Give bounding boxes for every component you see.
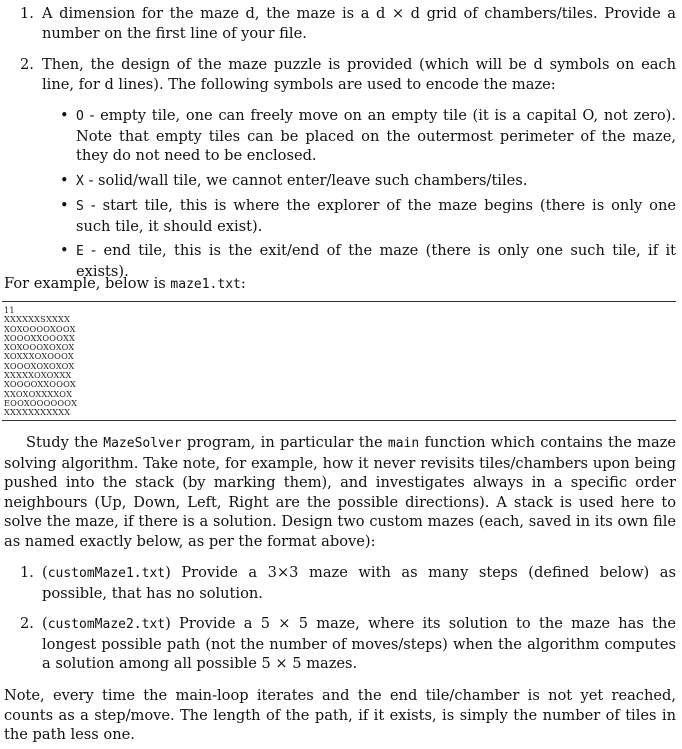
symbol-item-wall bbox=[76, 171, 676, 192]
symbol-code: E bbox=[76, 244, 84, 259]
maze-line: XOOOXXOOOXX bbox=[4, 332, 76, 343]
bullet-icon: • bbox=[60, 197, 69, 214]
symbol-item-start bbox=[76, 196, 676, 236]
maze-line: XXXXXXSXXXX bbox=[4, 314, 71, 325]
example-filename: maze1.txt bbox=[170, 277, 241, 292]
list-item-design: Then, the design of the maze puzzle is provided (which will be d symbols on each line, for d lines). The following symbols are used to encode the maze: bbox=[42, 56, 676, 93]
symbol-code: X bbox=[76, 174, 84, 189]
maze-line: 11 bbox=[4, 305, 15, 315]
example-intro: For example, below is maze1.txt: bbox=[4, 275, 246, 292]
maze-line: XOXOOOXOXOX bbox=[4, 342, 75, 353]
task-filename: customMaze2.txt bbox=[47, 617, 166, 632]
symbol-code: O bbox=[76, 109, 84, 124]
maze-line: XXXXXXXXXXX bbox=[4, 407, 71, 418]
symbol-description: - empty tile, one can freely move on an empty tile (it is a capital O, not zero). Note that empty tiles can be placed on the outermost perimeter of the maze, they do not need to be enclosed. bbox=[76, 107, 676, 164]
listing-bottom-rule bbox=[2, 420, 676, 421]
bullet-icon: • bbox=[60, 242, 69, 259]
maze-line: XOXOOOOXOOX bbox=[4, 323, 76, 334]
maze-line: EOOXOOOOOOX bbox=[4, 397, 78, 408]
maze-line: XOXXXOXOOOX bbox=[4, 351, 74, 362]
bullet-icon: • bbox=[60, 107, 69, 124]
code-mazesolver: MazeSolver bbox=[103, 436, 182, 451]
list-number: 2. bbox=[20, 56, 34, 73]
symbol-description: - solid/wall tile, we cannot enter/leave such chambers/tiles. bbox=[83, 172, 528, 189]
maze-line: XXXXXOXOXXX bbox=[4, 370, 72, 381]
list-number: 1. bbox=[20, 564, 34, 581]
bullet-icon: • bbox=[60, 172, 69, 189]
list-number: 2. bbox=[20, 615, 34, 632]
study-paragraph: Study the MazeSolver program, in particular the main function which contains the maze solving algorithm. Take note, for example, how it never revisits tiles/chambers upon being pushed into the stack (by marking them), and investigates always in a specific order neighbours (Up, Down, Left, Right are the possible directions). A stack is used here to solve the maze, if there is a solution. Design two custom mazes (each, saved in its own file as named exactly below, as per the format above): bbox=[4, 434, 676, 550]
code-main: main bbox=[387, 436, 420, 451]
list-number: 1. bbox=[20, 5, 34, 22]
symbol-description: - start tile, this is where the explorer of the maze begins (there is only one such tile, it should exist). bbox=[76, 197, 676, 235]
maze-listing bbox=[4, 306, 77, 418]
symbol-item-empty bbox=[76, 106, 676, 166]
task-filename: customMaze1.txt bbox=[47, 566, 166, 581]
maze-line: XOOOXOXOXOX bbox=[4, 360, 75, 371]
symbol-description: - end tile, this is the exit/end of the maze (there is only one such tile, if it exists). bbox=[76, 242, 676, 280]
note-paragraph: Note, every time the main-loop iterates and the end tile/chamber is not yet reached, counts as a step/move. The length of the path, if it exists, is simply the number of tiles in the path less one. bbox=[4, 687, 676, 743]
symbol-code: S bbox=[76, 199, 84, 214]
maze-line: XOOOOXXOOOX bbox=[4, 379, 76, 390]
listing-top-rule bbox=[2, 301, 676, 302]
task-custom-maze-2: (customMaze2.txt) Provide a 5 × 5 maze, where its solution to the maze has the longest possible path (not the number of moves/steps) when the algorithm computes a solution among all possible 5 × 5 mazes. bbox=[42, 615, 676, 672]
maze-line: XXOXOXXXXOX bbox=[4, 388, 73, 399]
task-custom-maze-1: (customMaze1.txt) Provide a 3×3 maze with as many steps (defined below) as possible, that has no solution. bbox=[42, 564, 676, 602]
list-item-dimension: A dimension for the maze d, the maze is a d × d grid of chambers/tiles. Provide a number on the first line of your file. bbox=[42, 5, 676, 42]
